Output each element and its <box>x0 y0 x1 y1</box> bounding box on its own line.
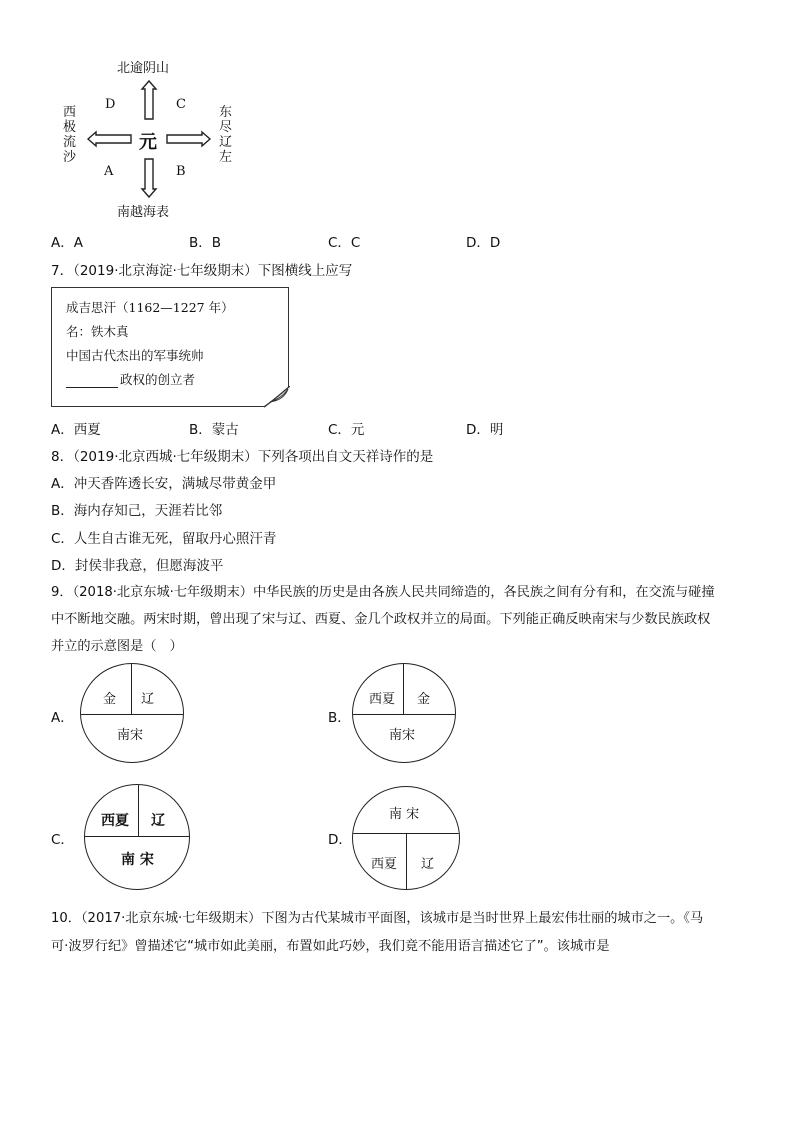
q9-circle-d[interactable] <box>352 786 460 890</box>
card-line-1: 成吉思汗（1162—1227 年） <box>66 300 234 315</box>
circle-a-top-left: 金 <box>103 692 117 707</box>
card-line-4-text: 政权的创立者 <box>120 372 196 387</box>
q7-option-c[interactable]: C．元 <box>328 422 365 438</box>
compass-letter-d: D <box>105 97 116 112</box>
compass-south: 南越海表 <box>117 205 170 220</box>
q6-option-a[interactable]: A．A <box>51 235 83 251</box>
circle-c-bottom: 南 宋 <box>121 852 154 868</box>
q9-circle-b[interactable] <box>352 663 456 763</box>
circle-c-top-right: 辽 <box>151 813 165 829</box>
q8-option-a[interactable]: A．冲天香阵透长安，满城尽带黄金甲 <box>51 476 277 492</box>
compass-west: 西极流沙 <box>63 105 77 165</box>
circle-b-bottom: 南宋 <box>389 728 416 743</box>
q6-option-b[interactable]: B．B <box>189 235 222 251</box>
q9-circle-a[interactable] <box>80 663 184 763</box>
circle-a-bottom: 南宋 <box>117 728 144 743</box>
card-line-2: 名：铁木真 <box>66 324 129 339</box>
compass-figure <box>55 55 245 225</box>
compass-letter-b: B <box>176 164 186 179</box>
q10-stem-line-2: 可·波罗行纪》曾描述它“城市如此美丽，布置如此巧妙，我们竟不能用语言描述它了”。该城市是 <box>51 939 610 954</box>
card-line-4 <box>66 370 195 388</box>
q6-option-c[interactable]: C．C <box>328 235 361 251</box>
page-curl-icon <box>264 386 290 408</box>
compass-north: 北逾阴山 <box>117 61 170 76</box>
q9-stem-line-1: 9．（2018·北京东城·七年级期末）中华民族的历史是由各族人民共同缔造的，各民族之间有分有和，在交流与碰撞 <box>51 585 715 600</box>
q8-option-b[interactable]: B．海内存知己，天涯若比邻 <box>51 503 223 519</box>
q9-stem-line-2: 中不断地交融。两宋时期，曾出现了宋与辽、西夏、金几个政权并立的局面。下列能正确反映南宋与少数民族政权 <box>51 612 711 627</box>
card-line-3: 中国古代杰出的军事统帅 <box>66 348 204 363</box>
compass-center: 元 <box>139 132 157 153</box>
circle-b-top-right: 金 <box>417 692 431 707</box>
answer-blank <box>66 375 118 388</box>
circle-d-bottom-right: 辽 <box>421 857 435 872</box>
q7-stem: 7．（2019·北京海淀·七年级期末）下图横线上应写 <box>51 263 353 279</box>
compass-east: 东尽辽左 <box>219 105 233 165</box>
q9-option-b-label[interactable]: B． <box>328 710 351 726</box>
compass-letter-a: A <box>104 164 114 179</box>
q7-option-d[interactable]: D．明 <box>466 422 504 438</box>
circle-d-bottom-left: 西夏 <box>371 857 398 872</box>
q10-stem-line-1: 10．（2017·北京东城·七年级期末）下图为古代某城市平面图，该城市是当时世界上最宏伟壮丽的城市之一。《马 <box>51 911 704 926</box>
circle-b-top-left: 西夏 <box>369 692 396 707</box>
circle-a-top-right: 辽 <box>141 692 155 707</box>
q9-stem-line-3: 并立的示意图是（ ） <box>51 639 183 654</box>
circle-c-top-left: 西夏 <box>101 813 129 829</box>
circle-d-top: 南 宋 <box>389 807 420 822</box>
compass-letter-c: C <box>176 97 186 112</box>
q8-option-d[interactable]: D．封侯非我意，但愿海波平 <box>51 558 224 574</box>
q7-option-a[interactable]: A．西夏 <box>51 422 101 438</box>
q8-stem: 8．（2019·北京西城·七年级期末）下列各项出自文天祥诗作的是 <box>51 449 434 465</box>
q9-option-d-label[interactable]: D． <box>328 832 352 848</box>
q9-circle-c[interactable] <box>84 784 190 890</box>
q7-info-card <box>51 287 289 407</box>
q7-option-b[interactable]: B．蒙古 <box>189 422 239 438</box>
q9-option-c-label[interactable]: C． <box>51 832 74 848</box>
q6-option-d[interactable]: D．D <box>466 235 501 251</box>
q8-option-c[interactable]: C．人生自古谁无死，留取丹心照汗青 <box>51 531 277 547</box>
q9-option-a-label[interactable]: A． <box>51 710 74 726</box>
